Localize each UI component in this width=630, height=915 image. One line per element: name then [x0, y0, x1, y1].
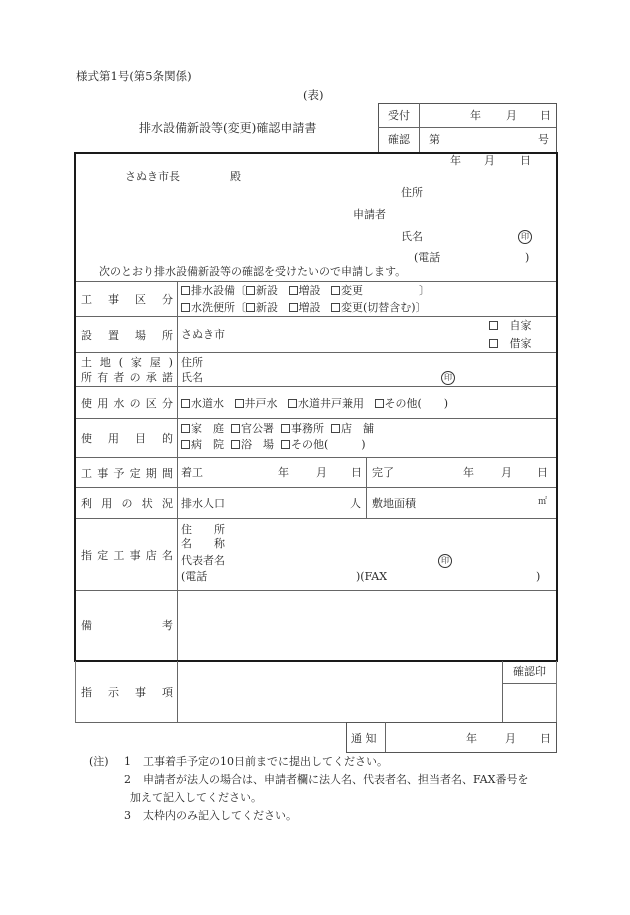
confirm-no-prefix: 第: [429, 133, 440, 146]
checkbox-drain-new[interactable]: [246, 286, 255, 295]
checkbox-toilet-new[interactable]: [246, 303, 255, 312]
option-rented-house: 借家: [489, 338, 532, 349]
notice-label: 通 知: [351, 732, 377, 745]
checkbox-toilet-expand[interactable]: [289, 303, 298, 312]
checkbox-rented-house[interactable]: [489, 339, 498, 348]
checkbox-tap-water[interactable]: [181, 399, 190, 408]
end-day[interactable]: 日: [537, 466, 548, 479]
label-usage: 利 用 の 状 況: [81, 497, 173, 510]
start-month[interactable]: 月: [316, 466, 327, 479]
applicant-address-label: 住所: [401, 186, 423, 199]
checkbox-combined-water[interactable]: [288, 399, 297, 408]
label-work-type: 工 事 区 分: [81, 293, 173, 306]
end-label: 完了: [372, 466, 394, 479]
checkbox-flush-toilet[interactable]: [181, 303, 190, 312]
start-year[interactable]: 年: [278, 466, 289, 479]
row-line: [76, 352, 556, 353]
notice-day: 日: [540, 732, 551, 745]
site-area-label: 敷地面積: [372, 497, 416, 510]
purpose-line2: 病 院 浴 場 その他( ): [181, 439, 366, 450]
label-owner-consent-2: 所 有 者 の 承 諾: [81, 371, 173, 384]
label-water-type: 使 用 水 の 区 分: [81, 396, 173, 410]
divider: [419, 103, 420, 153]
contractor-rep-label: 代表者名: [181, 554, 225, 567]
schedule-usage-divider: [366, 457, 367, 518]
owner-address-label: 住所: [181, 356, 203, 369]
honorific: 殿: [230, 170, 241, 183]
label-column-divider: [177, 281, 178, 660]
label-contractor: 指 定 工 事 店 名: [81, 548, 173, 562]
checkbox-other-water[interactable]: [375, 399, 384, 408]
form-title: 排水設備新設等(変更)確認申請書: [139, 121, 317, 135]
checkbox-bathhouse[interactable]: [231, 440, 240, 449]
label-schedule: 工 事 予 定 期 間: [81, 466, 173, 480]
label-owner-consent-1: 土 地 ( 家 屋 ): [81, 355, 173, 369]
checkbox-hospital[interactable]: [181, 440, 190, 449]
purpose-line1: 家 庭 官公署 事務所 店 舗: [181, 423, 374, 434]
work-type-line1: 排水設備〔 新設 増設 変更 〕: [181, 285, 430, 296]
checkbox-government[interactable]: [231, 424, 240, 433]
work-type-line2: 水洗便所〔 新設 増設 変更(切替含む)〕: [181, 302, 427, 313]
note-2-cont: 加えて記入してください。: [130, 791, 262, 804]
app-date-year[interactable]: 年: [450, 154, 461, 167]
received-year: 年: [470, 109, 481, 122]
checkbox-store[interactable]: [331, 424, 340, 433]
divider: [502, 661, 503, 723]
contractor-fax-close: ): [536, 570, 541, 583]
checkbox-household[interactable]: [181, 424, 190, 433]
owner-seal-icon: 印: [441, 371, 455, 385]
applicant-name-label: 氏名: [401, 230, 423, 243]
notice-year: 年: [466, 732, 477, 745]
label-purpose: 使 用 目 的: [81, 432, 173, 445]
drain-population-unit: 人: [350, 497, 361, 510]
checkbox-drain-facility[interactable]: [181, 286, 190, 295]
label-instructions: 指 示 事 項: [81, 686, 173, 699]
option-own-house: 自家: [489, 320, 532, 331]
checkbox-own-house[interactable]: [489, 321, 498, 330]
contractor-phone-open: (電話: [181, 570, 208, 583]
note-1-num: 1: [124, 755, 131, 768]
notice-box: [346, 722, 557, 753]
request-text: 次のとおり排水設備新設等の確認を受けたいので申請します。: [99, 265, 407, 278]
applicant-phone-close: ): [525, 251, 530, 264]
notes-prefix: (注): [89, 755, 109, 768]
received-month: 月: [506, 109, 517, 122]
divider: [502, 683, 556, 684]
owner-name-label: 氏名: [181, 371, 203, 384]
received-label: 受付: [388, 109, 410, 122]
location-value[interactable]: さぬき市: [181, 328, 225, 341]
checkbox-other-purpose[interactable]: [281, 440, 290, 449]
form-number: 様式第1号(第5条関係): [76, 69, 192, 83]
divider: [385, 722, 386, 752]
water-type-options: 水道水 井戸水 水道井戸兼用 その他( ): [181, 398, 448, 409]
note-3-text: 太枠内のみ記入してください。: [143, 809, 297, 822]
divider: [177, 661, 178, 723]
contractor-seal-icon: 印: [438, 554, 452, 568]
seal-mark: 印: [518, 230, 532, 244]
notice-month: 月: [505, 732, 516, 745]
label-remarks: 備 考: [81, 619, 173, 632]
confirm-no-suffix: 号: [538, 133, 549, 146]
app-date-day[interactable]: 日: [520, 154, 531, 167]
end-month[interactable]: 月: [501, 466, 512, 479]
contractor-fax-open: )(FAX: [356, 570, 388, 583]
start-day[interactable]: 日: [351, 466, 362, 479]
contractor-address-label: 住 所: [181, 523, 225, 536]
drain-population-label: 排水人口: [181, 497, 225, 510]
contractor-name-label: 名 称: [181, 537, 225, 550]
start-label: 着工: [181, 466, 203, 479]
note-2-num: 2: [124, 773, 131, 786]
applicant-label: 申請者: [353, 208, 386, 221]
seal-icon: [518, 230, 532, 244]
note-2-text: 申請者が法人の場合は、申請者欄に法人名、代表者名、担当者名、FAX番号を: [143, 773, 529, 786]
checkbox-office[interactable]: [281, 424, 290, 433]
confirm-label: 確認: [388, 133, 410, 146]
checkbox-well-water[interactable]: [235, 399, 244, 408]
checkbox-drain-expand[interactable]: [289, 286, 298, 295]
label-location: 設 置 場 所: [81, 328, 173, 342]
confirm-seal-label: 確認印: [513, 665, 546, 678]
app-date-month[interactable]: 月: [484, 154, 495, 167]
site-area-unit: ㎡: [538, 497, 548, 507]
checkbox-drain-change[interactable]: [331, 286, 340, 295]
applicant-phone-open: (電話: [414, 251, 441, 264]
received-day: 日: [540, 109, 551, 122]
note-3-num: 3: [124, 809, 131, 822]
remarks-field[interactable]: [179, 592, 555, 658]
divider: [378, 127, 556, 128]
end-year[interactable]: 年: [463, 466, 474, 479]
note-1-text: 工事着手予定の10日前までに提出してください。: [143, 755, 388, 768]
addressee: さぬき市長: [125, 170, 180, 183]
side-label: (表): [303, 88, 324, 102]
checkbox-toilet-change[interactable]: [331, 303, 340, 312]
